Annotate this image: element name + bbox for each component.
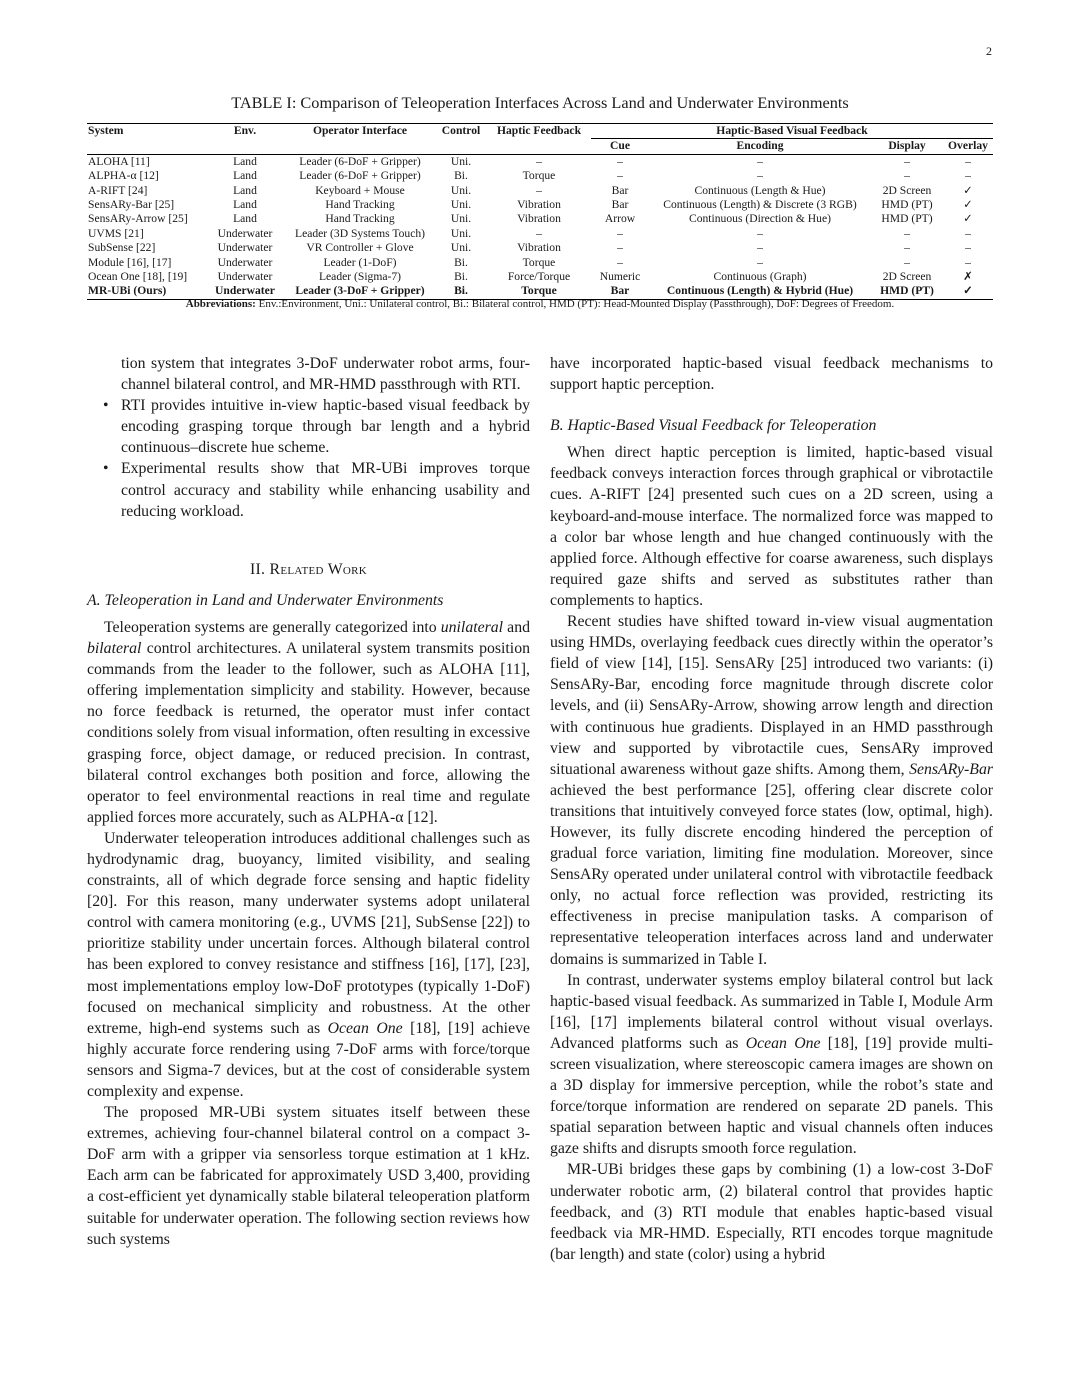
cell-control: Uni.	[450, 154, 472, 168]
cell-cue: –	[617, 241, 623, 255]
subsection-heading-a: A. Teleoperation in Land and Underwater Environments	[87, 591, 444, 609]
cell-control: Uni.	[450, 226, 472, 240]
table-row	[87, 169, 993, 183]
cell-system: SensARy-Bar [25]	[88, 198, 175, 212]
cell-system: ALPHA-α [12]	[88, 169, 159, 183]
cell-encoding: –	[757, 241, 763, 255]
cell-overlay: ✓	[963, 212, 973, 226]
header-operator-interface: Operator Interface	[285, 124, 435, 139]
comparison-table	[87, 123, 993, 300]
bullet-text: RTI provides intuitive in-view haptic-based visual feedback by encoding grasping torque through bar length and a hybrid continuous–discrete hue scheme.	[121, 397, 530, 457]
cell-control: Bi.	[454, 270, 468, 284]
cell-env: Underwater	[217, 226, 273, 240]
cell-overlay: –	[965, 255, 971, 269]
table-row	[87, 212, 993, 226]
header-haptic-feedback: Haptic Feedback	[487, 124, 591, 139]
header-display: Display	[871, 139, 943, 154]
cell-overlay: –	[965, 226, 971, 240]
paragraph: Underwater teleoperation introduces additional challenges such as hydrodynamic drag, buoyancy, limited visibility, and sealing constraints, all of which degrade force sensing and haptic fidelity [20]. For this reason, many underwater systems adopt unilateral control with camera monitoring (e.g., UVMS [21], SubSense [22]) to prioritize stability under uncertain forces. Although bilateral control has been explored to convey resistance and stiffness [16], [17], [23], most implementations employ low-DoF prototypes (typically 1-DoF) focused on mechanical simplicity and robustness. At the other extreme, high-end systems such as Ocean One [18], [19] achieve highly accurate force rendering using 7-DoF arms with force/torque sensors and Sigma-7 devices, but at the cost of considerable system complexity and expense.	[87, 829, 530, 1100]
cell-haptic-feedback: –	[536, 183, 542, 197]
cell-operator-interface: Hand Tracking	[325, 198, 395, 212]
cell-display: –	[904, 241, 910, 255]
cell-operator-interface: Hand Tracking	[325, 212, 395, 226]
cell-env: Land	[233, 169, 257, 183]
cell-display: –	[904, 255, 910, 269]
cell-cue: –	[617, 154, 623, 168]
paragraph: In contrast, underwater systems employ bilateral control but lack haptic-based visual feedback. As summarized in Table I, Module Arm [16], [17] implements bilateral control without visual overlays. Advanced platforms such as Ocean One [18], [19] provide multi-screen visualization, where stereoscopic camera images are shown on a 3D display for immersive perception, while the robot’s state and force/torque information are rendered on separate 2D panels. This spatial separation between haptic and visual channels often induces gaze shifts and disrupts smooth force regulation.	[550, 971, 994, 1158]
cell-display: HMD (PT)	[871, 284, 943, 299]
cell-env: Land	[233, 212, 257, 226]
paragraph: Teleoperation systems are generally categorized into unilateral and bilateral control architectures. A unilateral system transmits position commands from the leader to the follower, such as ALOHA [11], offering implementation simplicity and stability. However, because no force feedback is returned, the operator must infer contact conditions solely from visual information, often resulting in excessive grasping force, object damage, or reduced precision. In contrast, bilateral control exchanges both position and force, allowing the operator to feel environmental reactions in real time and regulate applied forces more accurately, such as ALPHA-α [12].	[87, 618, 530, 826]
cell-control: Bi.	[435, 284, 487, 299]
cell-system: SubSense [22]	[88, 241, 156, 255]
left-column	[87, 353, 530, 1250]
header-env: Env.	[205, 124, 285, 139]
cell-haptic-feedback: –	[536, 154, 542, 168]
table-row	[87, 241, 993, 255]
header-haptic-based-visual-feedback: Haptic-Based Visual Feedback	[591, 124, 993, 139]
cell-cue: Bar	[611, 183, 629, 197]
cell-haptic-feedback: Vibration	[517, 241, 561, 255]
header-system: System	[87, 124, 205, 139]
cell-control: Uni.	[450, 241, 472, 255]
cell-display: –	[904, 226, 910, 240]
cell-overlay: –	[965, 169, 971, 183]
cell-control: Bi.	[454, 255, 468, 269]
table-row	[87, 154, 993, 169]
cell-system: UVMS [21]	[88, 226, 144, 240]
cell-display: HMD (PT)	[881, 198, 933, 212]
contribution-list	[87, 395, 530, 522]
cell-cue: –	[617, 169, 623, 183]
cell-system: Ocean One [18], [19]	[88, 270, 188, 284]
cell-overlay: –	[965, 154, 971, 168]
cell-cue: –	[617, 226, 623, 240]
cell-operator-interface: Keyboard + Mouse	[315, 183, 405, 197]
cell-control: Bi.	[454, 169, 468, 183]
table-row	[87, 270, 993, 284]
cell-system: ALOHA [11]	[88, 154, 150, 168]
cell-display: HMD (PT)	[881, 212, 933, 226]
cell-encoding: –	[757, 169, 763, 183]
paragraph: Recent studies have shifted toward in-view visual augmentation using HMDs, overlaying feedback cues directly within the operator’s field of view [14], [15]. SensARy [25] introduced two variants: (i) SensARy-Bar, encoding force magnitude through discrete color levels, and (ii) SensARy-Arrow, showing arrow length and direction with continuous hue gradients. Displayed in an HMD passthrough view and supported by vibrotactile cues, SensARy improved situational awareness without gaze shifts. Among them, SensARy-Bar achieved the best performance [25], offering clear discrete color transitions that intuitively conveyed force states (low, optimal, high). However, its fully discrete encoding hindered the perception of gradual force variation, limiting fine modulation. Moreover, since SensARy operated under unilateral control with vibrotactile feedback only, no actual force reflection was provided, restricting its effectiveness in precise manipulation tasks. A comparison of representative teleoperation interfaces across land and underwater domains is summarized in Table I.	[550, 613, 993, 968]
cell-env: Underwater	[217, 241, 273, 255]
cell-haptic-feedback: Force/Torque	[507, 270, 571, 284]
paragraph-continuation: have incorporated haptic-based visual feedback mechanisms to support haptic perception.	[550, 355, 993, 394]
cell-display: 2D Screen	[882, 183, 932, 197]
cell-encoding: –	[757, 226, 763, 240]
cell-control: Uni.	[450, 198, 472, 212]
cell-operator-interface: Leader (1-DoF)	[323, 255, 397, 269]
cell-operator-interface: Leader (6-DoF + Gripper)	[299, 169, 421, 183]
header-encoding: Encoding	[649, 139, 871, 154]
cell-operator-interface: Leader (3D Systems Touch)	[294, 226, 426, 240]
cell-haptic-feedback: Torque	[522, 169, 556, 183]
page-number: 2	[986, 44, 992, 58]
cell-system: MR-UBi (Ours)	[87, 284, 205, 299]
paragraph: The proposed MR-UBi system situates itself between these extremes, achieving four-channel bilateral control on a compact 3-DoF arm with a gripper via sensorless torque estimation at 1 kHz. Each arm can be fabricated for approximately USD 3,400, providing a cost-efficient yet dynamically stable bilateral teleoperation platform suitable for underwater operation. The following section reviews how such systems	[87, 1104, 530, 1248]
cell-display: –	[904, 169, 910, 183]
section-heading-related-work: II. Related Work	[249, 560, 368, 578]
cell-cue: Arrow	[604, 212, 636, 226]
cell-haptic-feedback: Torque	[487, 284, 591, 299]
header-overlay: Overlay	[943, 139, 993, 154]
subsection-heading-b: B. Haptic-Based Visual Feedback for Teleoperation	[550, 417, 877, 435]
cell-overlay: ✓	[963, 183, 973, 197]
table-caption: TABLE I: Comparison of Teleoperation Interfaces Across Land and Underwater Environments	[231, 93, 849, 112]
table-row	[87, 198, 993, 212]
table-body	[87, 154, 993, 299]
cell-cue: –	[617, 255, 623, 269]
cell-control: Uni.	[450, 183, 472, 197]
intro-continuation: tion system that integrates 3-DoF underwater robot arms, four-channel bilateral control, and MR-HMD passthrough with RTI.	[121, 355, 530, 394]
abbreviations-label: Abbreviations:	[185, 298, 256, 310]
cell-env: Land	[233, 154, 257, 168]
paragraph: MR-UBi bridges these gaps by combining (1) a low-cost 3-DoF underwater robotic arm, (2) bilateral control that provides haptic feedback, and (3) RTI module that enables haptic-based visual feedback via MR-HMD. Especially, RTI encodes torque magnitude (bar length) and state (color) using a hybrid	[550, 1161, 993, 1263]
cell-encoding: Continuous (Length & Hue)	[694, 183, 826, 197]
cell-system: SensARy-Arrow [25]	[88, 212, 188, 226]
header-cue: Cue	[591, 139, 649, 154]
bullet-text: Experimental results show that MR-UBi improves torque control accuracy and stability while enhancing usability and reducing workload.	[121, 460, 530, 520]
cell-haptic-feedback: Torque	[522, 255, 556, 269]
cell-overlay: ✗	[963, 270, 973, 284]
cell-env: Underwater	[205, 284, 285, 299]
table-row	[87, 227, 993, 241]
bullet-icon: •	[103, 397, 109, 415]
cell-overlay: –	[965, 241, 971, 255]
cell-cue: Bar	[611, 198, 629, 212]
cell-haptic-feedback: Vibration	[517, 212, 561, 226]
cell-haptic-feedback: –	[536, 226, 542, 240]
list-item	[87, 395, 530, 458]
cell-system: Module [16], [17]	[88, 255, 172, 269]
abbreviations-text: Env.:Environment, Uni.: Unilateral control, Bi.: Bilateral control, HMD (PT): Head-Mounted Display (Passthrough), DoF: Degrees of Freedom.	[258, 298, 895, 310]
cell-encoding: Continuous (Graph)	[713, 270, 807, 284]
cell-overlay: ✓	[943, 284, 993, 299]
cell-system: A-RIFT [24]	[88, 183, 148, 197]
cell-overlay: ✓	[963, 198, 973, 212]
list-item	[87, 458, 530, 521]
cell-encoding: Continuous (Direction & Hue)	[688, 212, 831, 226]
right-column	[550, 353, 993, 1265]
cell-env: Underwater	[217, 255, 273, 269]
bullet-icon: •	[103, 460, 109, 478]
header-control: Control	[435, 124, 487, 139]
table-abbreviations	[87, 298, 993, 310]
cell-encoding: –	[757, 255, 763, 269]
cell-display: 2D Screen	[882, 270, 932, 284]
cell-haptic-feedback: Vibration	[517, 198, 561, 212]
cell-encoding: Continuous (Length) & Discrete (3 RGB)	[663, 198, 857, 212]
cell-operator-interface: Leader (3-DoF + Gripper)	[285, 284, 435, 299]
cell-operator-interface: Leader (6-DoF + Gripper)	[299, 154, 421, 168]
cell-env: Underwater	[217, 270, 273, 284]
cell-encoding: –	[757, 154, 763, 168]
paragraph: When direct haptic perception is limited, haptic-based visual feedback conveys interaction forces through graphical or vibrotactile cues. A-RIFT [24] presented such cues on a 2D screen, using a keyboard-and-mouse interface. The normalized force was mapped to a color bar whose length and hue changed continuously with the applied force. Although effective for coarse awareness, such displays required gaze shifts and served as substitutes rather than complements to haptics.	[550, 444, 993, 609]
table-row	[87, 256, 993, 270]
cell-display: –	[904, 154, 910, 168]
cell-cue: Numeric	[599, 270, 641, 284]
cell-operator-interface: Leader (Sigma-7)	[318, 270, 402, 284]
table-row	[87, 184, 993, 198]
cell-operator-interface: VR Controller + Glove	[306, 241, 414, 255]
cell-control: Uni.	[450, 212, 472, 226]
cell-cue: Bar	[591, 284, 649, 299]
cell-env: Land	[233, 198, 257, 212]
cell-encoding: Continuous (Length) & Hybrid (Hue)	[649, 284, 871, 299]
cell-env: Land	[233, 183, 257, 197]
